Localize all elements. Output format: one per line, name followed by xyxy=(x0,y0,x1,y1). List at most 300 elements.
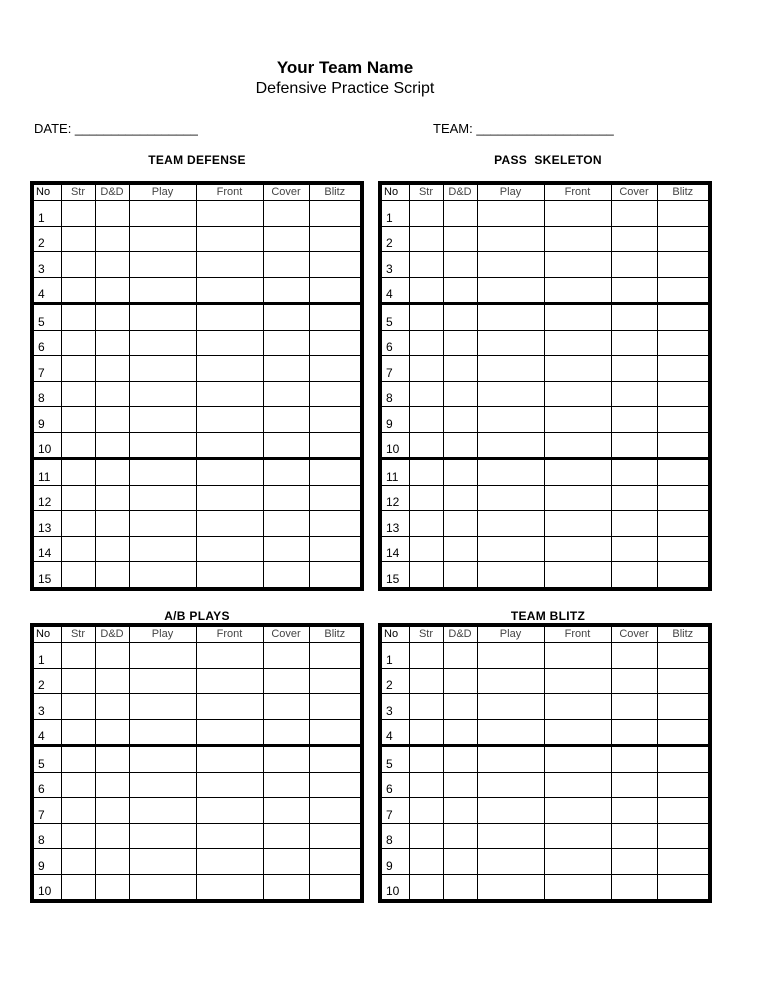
cell-play[interactable] xyxy=(129,381,196,407)
cell-dd[interactable] xyxy=(443,643,477,669)
cell-front[interactable] xyxy=(196,874,263,901)
cell-dd[interactable] xyxy=(95,511,129,537)
cell-dd[interactable] xyxy=(443,432,477,459)
cell-cover[interactable] xyxy=(263,252,309,278)
cell-cover[interactable] xyxy=(263,304,309,331)
cell-play[interactable] xyxy=(477,694,544,720)
cell-cover[interactable] xyxy=(263,562,309,589)
cell-dd[interactable] xyxy=(95,694,129,720)
cell-dd[interactable] xyxy=(443,694,477,720)
cell-cover[interactable] xyxy=(263,668,309,694)
cell-cover[interactable] xyxy=(611,562,657,589)
cell-str[interactable] xyxy=(61,772,95,798)
cell-str[interactable] xyxy=(409,511,443,537)
cell-cover[interactable] xyxy=(263,798,309,824)
cell-blitz[interactable] xyxy=(309,277,362,304)
cell-dd[interactable] xyxy=(443,874,477,901)
cell-front[interactable] xyxy=(196,511,263,537)
cell-cover[interactable] xyxy=(263,874,309,901)
cell-dd[interactable] xyxy=(95,668,129,694)
cell-play[interactable] xyxy=(129,798,196,824)
cell-cover[interactable] xyxy=(611,226,657,252)
cell-dd[interactable] xyxy=(443,201,477,227)
cell-cover[interactable] xyxy=(263,381,309,407)
cell-blitz[interactable] xyxy=(309,562,362,589)
cell-front[interactable] xyxy=(196,252,263,278)
cell-dd[interactable] xyxy=(95,485,129,511)
cell-dd[interactable] xyxy=(443,304,477,331)
cell-play[interactable] xyxy=(477,874,544,901)
cell-dd[interactable] xyxy=(95,874,129,901)
cell-play[interactable] xyxy=(129,277,196,304)
cell-dd[interactable] xyxy=(443,536,477,562)
cell-cover[interactable] xyxy=(263,511,309,537)
cell-cover[interactable] xyxy=(263,459,309,486)
cell-cover[interactable] xyxy=(263,536,309,562)
cell-play[interactable] xyxy=(477,304,544,331)
cell-str[interactable] xyxy=(61,823,95,849)
cell-str[interactable] xyxy=(409,485,443,511)
cell-str[interactable] xyxy=(61,668,95,694)
cell-blitz[interactable] xyxy=(657,694,710,720)
cell-cover[interactable] xyxy=(611,432,657,459)
cell-front[interactable] xyxy=(544,823,611,849)
cell-blitz[interactable] xyxy=(657,643,710,669)
cell-blitz[interactable] xyxy=(309,252,362,278)
cell-blitz[interactable] xyxy=(657,772,710,798)
cell-front[interactable] xyxy=(544,849,611,875)
cell-front[interactable] xyxy=(544,381,611,407)
cell-play[interactable] xyxy=(477,746,544,773)
cell-blitz[interactable] xyxy=(309,694,362,720)
cell-str[interactable] xyxy=(409,798,443,824)
cell-cover[interactable] xyxy=(263,772,309,798)
cell-blitz[interactable] xyxy=(309,304,362,331)
cell-cover[interactable] xyxy=(611,798,657,824)
cell-front[interactable] xyxy=(544,511,611,537)
cell-dd[interactable] xyxy=(95,356,129,382)
cell-dd[interactable] xyxy=(95,823,129,849)
cell-blitz[interactable] xyxy=(657,719,710,746)
cell-front[interactable] xyxy=(544,643,611,669)
cell-str[interactable] xyxy=(409,407,443,433)
cell-blitz[interactable] xyxy=(657,668,710,694)
cell-str[interactable] xyxy=(409,226,443,252)
cell-dd[interactable] xyxy=(95,643,129,669)
cell-str[interactable] xyxy=(61,536,95,562)
cell-cover[interactable] xyxy=(611,874,657,901)
cell-play[interactable] xyxy=(129,511,196,537)
cell-dd[interactable] xyxy=(95,562,129,589)
cell-front[interactable] xyxy=(544,668,611,694)
cell-front[interactable] xyxy=(196,772,263,798)
cell-cover[interactable] xyxy=(611,381,657,407)
cell-dd[interactable] xyxy=(443,746,477,773)
cell-play[interactable] xyxy=(129,304,196,331)
cell-front[interactable] xyxy=(544,485,611,511)
cell-str[interactable] xyxy=(61,381,95,407)
cell-play[interactable] xyxy=(129,252,196,278)
cell-front[interactable] xyxy=(196,277,263,304)
cell-blitz[interactable] xyxy=(657,746,710,773)
cell-play[interactable] xyxy=(477,485,544,511)
cell-front[interactable] xyxy=(544,719,611,746)
cell-str[interactable] xyxy=(409,746,443,773)
cell-play[interactable] xyxy=(129,823,196,849)
cell-play[interactable] xyxy=(477,226,544,252)
cell-cover[interactable] xyxy=(611,823,657,849)
cell-blitz[interactable] xyxy=(657,277,710,304)
cell-blitz[interactable] xyxy=(657,356,710,382)
cell-front[interactable] xyxy=(196,407,263,433)
cell-str[interactable] xyxy=(409,252,443,278)
cell-str[interactable] xyxy=(61,277,95,304)
cell-dd[interactable] xyxy=(95,536,129,562)
cell-front[interactable] xyxy=(196,643,263,669)
cell-play[interactable] xyxy=(477,823,544,849)
cell-str[interactable] xyxy=(409,874,443,901)
cell-dd[interactable] xyxy=(443,798,477,824)
cell-play[interactable] xyxy=(477,562,544,589)
cell-str[interactable] xyxy=(409,823,443,849)
cell-dd[interactable] xyxy=(443,252,477,278)
cell-cover[interactable] xyxy=(611,459,657,486)
cell-play[interactable] xyxy=(129,746,196,773)
cell-front[interactable] xyxy=(196,719,263,746)
cell-str[interactable] xyxy=(409,432,443,459)
cell-cover[interactable] xyxy=(263,485,309,511)
cell-front[interactable] xyxy=(196,746,263,773)
cell-blitz[interactable] xyxy=(309,643,362,669)
cell-front[interactable] xyxy=(544,277,611,304)
cell-cover[interactable] xyxy=(263,694,309,720)
cell-str[interactable] xyxy=(61,485,95,511)
cell-front[interactable] xyxy=(196,536,263,562)
cell-front[interactable] xyxy=(544,356,611,382)
cell-play[interactable] xyxy=(477,356,544,382)
cell-str[interactable] xyxy=(409,381,443,407)
cell-play[interactable] xyxy=(129,849,196,875)
cell-blitz[interactable] xyxy=(309,432,362,459)
cell-play[interactable] xyxy=(477,719,544,746)
cell-front[interactable] xyxy=(196,330,263,356)
cell-str[interactable] xyxy=(61,798,95,824)
cell-play[interactable] xyxy=(129,485,196,511)
cell-str[interactable] xyxy=(61,694,95,720)
cell-str[interactable] xyxy=(61,874,95,901)
cell-cover[interactable] xyxy=(263,823,309,849)
cell-cover[interactable] xyxy=(611,356,657,382)
cell-str[interactable] xyxy=(61,511,95,537)
cell-blitz[interactable] xyxy=(309,407,362,433)
cell-str[interactable] xyxy=(409,356,443,382)
cell-blitz[interactable] xyxy=(657,511,710,537)
cell-dd[interactable] xyxy=(95,381,129,407)
cell-play[interactable] xyxy=(477,277,544,304)
cell-dd[interactable] xyxy=(95,432,129,459)
cell-play[interactable] xyxy=(477,643,544,669)
cell-cover[interactable] xyxy=(611,668,657,694)
cell-play[interactable] xyxy=(477,798,544,824)
cell-blitz[interactable] xyxy=(309,330,362,356)
cell-blitz[interactable] xyxy=(657,823,710,849)
cell-front[interactable] xyxy=(196,694,263,720)
cell-blitz[interactable] xyxy=(309,459,362,486)
cell-str[interactable] xyxy=(409,719,443,746)
cell-dd[interactable] xyxy=(443,562,477,589)
cell-play[interactable] xyxy=(129,694,196,720)
cell-cover[interactable] xyxy=(611,849,657,875)
cell-str[interactable] xyxy=(409,201,443,227)
cell-dd[interactable] xyxy=(95,719,129,746)
cell-front[interactable] xyxy=(544,772,611,798)
cell-play[interactable] xyxy=(129,407,196,433)
cell-play[interactable] xyxy=(129,459,196,486)
cell-blitz[interactable] xyxy=(309,201,362,227)
cell-str[interactable] xyxy=(409,536,443,562)
cell-blitz[interactable] xyxy=(657,798,710,824)
cell-cover[interactable] xyxy=(611,719,657,746)
cell-blitz[interactable] xyxy=(309,226,362,252)
cell-front[interactable] xyxy=(196,849,263,875)
cell-str[interactable] xyxy=(409,562,443,589)
cell-play[interactable] xyxy=(129,356,196,382)
cell-blitz[interactable] xyxy=(309,485,362,511)
cell-cover[interactable] xyxy=(263,849,309,875)
cell-play[interactable] xyxy=(129,201,196,227)
cell-play[interactable] xyxy=(477,536,544,562)
cell-dd[interactable] xyxy=(95,226,129,252)
cell-str[interactable] xyxy=(61,746,95,773)
cell-cover[interactable] xyxy=(263,719,309,746)
cell-str[interactable] xyxy=(409,304,443,331)
cell-blitz[interactable] xyxy=(657,562,710,589)
cell-cover[interactable] xyxy=(611,511,657,537)
cell-front[interactable] xyxy=(544,407,611,433)
cell-str[interactable] xyxy=(409,694,443,720)
cell-dd[interactable] xyxy=(443,668,477,694)
cell-play[interactable] xyxy=(129,562,196,589)
cell-dd[interactable] xyxy=(443,823,477,849)
cell-blitz[interactable] xyxy=(309,536,362,562)
cell-cover[interactable] xyxy=(263,356,309,382)
cell-play[interactable] xyxy=(129,719,196,746)
cell-str[interactable] xyxy=(409,849,443,875)
cell-blitz[interactable] xyxy=(309,356,362,382)
cell-play[interactable] xyxy=(477,381,544,407)
cell-play[interactable] xyxy=(129,874,196,901)
cell-cover[interactable] xyxy=(611,536,657,562)
cell-play[interactable] xyxy=(129,536,196,562)
cell-str[interactable] xyxy=(61,643,95,669)
cell-play[interactable] xyxy=(129,330,196,356)
cell-blitz[interactable] xyxy=(309,823,362,849)
cell-cover[interactable] xyxy=(263,277,309,304)
cell-play[interactable] xyxy=(477,330,544,356)
cell-cover[interactable] xyxy=(611,277,657,304)
cell-cover[interactable] xyxy=(611,643,657,669)
cell-dd[interactable] xyxy=(95,407,129,433)
cell-str[interactable] xyxy=(61,719,95,746)
cell-str[interactable] xyxy=(61,252,95,278)
cell-blitz[interactable] xyxy=(657,252,710,278)
cell-play[interactable] xyxy=(477,432,544,459)
cell-str[interactable] xyxy=(409,668,443,694)
cell-blitz[interactable] xyxy=(309,668,362,694)
cell-str[interactable] xyxy=(61,304,95,331)
cell-front[interactable] xyxy=(196,381,263,407)
cell-dd[interactable] xyxy=(443,459,477,486)
cell-dd[interactable] xyxy=(443,330,477,356)
cell-front[interactable] xyxy=(544,252,611,278)
cell-play[interactable] xyxy=(477,201,544,227)
cell-str[interactable] xyxy=(61,849,95,875)
cell-blitz[interactable] xyxy=(309,719,362,746)
cell-blitz[interactable] xyxy=(657,485,710,511)
cell-front[interactable] xyxy=(196,201,263,227)
cell-str[interactable] xyxy=(409,330,443,356)
cell-cover[interactable] xyxy=(611,252,657,278)
cell-blitz[interactable] xyxy=(657,201,710,227)
cell-str[interactable] xyxy=(409,643,443,669)
cell-blitz[interactable] xyxy=(657,407,710,433)
cell-front[interactable] xyxy=(196,432,263,459)
cell-play[interactable] xyxy=(477,407,544,433)
cell-play[interactable] xyxy=(477,511,544,537)
cell-dd[interactable] xyxy=(443,277,477,304)
cell-cover[interactable] xyxy=(611,772,657,798)
cell-dd[interactable] xyxy=(95,746,129,773)
cell-blitz[interactable] xyxy=(309,511,362,537)
cell-front[interactable] xyxy=(544,432,611,459)
cell-dd[interactable] xyxy=(95,849,129,875)
cell-str[interactable] xyxy=(409,459,443,486)
cell-front[interactable] xyxy=(196,356,263,382)
cell-blitz[interactable] xyxy=(309,849,362,875)
cell-dd[interactable] xyxy=(443,226,477,252)
cell-str[interactable] xyxy=(61,562,95,589)
cell-front[interactable] xyxy=(544,226,611,252)
cell-front[interactable] xyxy=(196,823,263,849)
cell-dd[interactable] xyxy=(95,459,129,486)
cell-front[interactable] xyxy=(544,201,611,227)
cell-cover[interactable] xyxy=(611,407,657,433)
cell-str[interactable] xyxy=(61,226,95,252)
cell-dd[interactable] xyxy=(443,719,477,746)
cell-cover[interactable] xyxy=(263,432,309,459)
cell-dd[interactable] xyxy=(443,772,477,798)
cell-play[interactable] xyxy=(129,226,196,252)
cell-play[interactable] xyxy=(129,668,196,694)
cell-cover[interactable] xyxy=(263,643,309,669)
cell-play[interactable] xyxy=(477,849,544,875)
cell-front[interactable] xyxy=(544,798,611,824)
cell-blitz[interactable] xyxy=(657,432,710,459)
cell-cover[interactable] xyxy=(263,201,309,227)
cell-front[interactable] xyxy=(544,562,611,589)
cell-front[interactable] xyxy=(544,330,611,356)
cell-blitz[interactable] xyxy=(657,874,710,901)
cell-blitz[interactable] xyxy=(657,330,710,356)
cell-blitz[interactable] xyxy=(657,226,710,252)
cell-blitz[interactable] xyxy=(309,381,362,407)
cell-play[interactable] xyxy=(129,643,196,669)
cell-str[interactable] xyxy=(61,330,95,356)
cell-dd[interactable] xyxy=(443,485,477,511)
cell-cover[interactable] xyxy=(263,746,309,773)
cell-cover[interactable] xyxy=(263,330,309,356)
cell-front[interactable] xyxy=(196,459,263,486)
cell-front[interactable] xyxy=(196,798,263,824)
cell-blitz[interactable] xyxy=(309,798,362,824)
cell-blitz[interactable] xyxy=(657,536,710,562)
cell-play[interactable] xyxy=(477,459,544,486)
cell-front[interactable] xyxy=(544,874,611,901)
cell-blitz[interactable] xyxy=(657,849,710,875)
cell-front[interactable] xyxy=(544,694,611,720)
cell-cover[interactable] xyxy=(263,407,309,433)
cell-play[interactable] xyxy=(477,772,544,798)
cell-blitz[interactable] xyxy=(309,746,362,773)
cell-dd[interactable] xyxy=(95,798,129,824)
cell-dd[interactable] xyxy=(443,356,477,382)
cell-str[interactable] xyxy=(61,356,95,382)
cell-str[interactable] xyxy=(61,201,95,227)
cell-play[interactable] xyxy=(477,252,544,278)
cell-dd[interactable] xyxy=(443,381,477,407)
cell-cover[interactable] xyxy=(611,201,657,227)
cell-front[interactable] xyxy=(544,746,611,773)
cell-front[interactable] xyxy=(196,226,263,252)
cell-dd[interactable] xyxy=(443,407,477,433)
cell-str[interactable] xyxy=(409,772,443,798)
cell-cover[interactable] xyxy=(611,485,657,511)
cell-blitz[interactable] xyxy=(657,381,710,407)
cell-blitz[interactable] xyxy=(309,874,362,901)
cell-blitz[interactable] xyxy=(657,304,710,331)
cell-dd[interactable] xyxy=(95,304,129,331)
cell-blitz[interactable] xyxy=(657,459,710,486)
cell-play[interactable] xyxy=(129,772,196,798)
cell-dd[interactable] xyxy=(95,772,129,798)
cell-str[interactable] xyxy=(61,459,95,486)
cell-dd[interactable] xyxy=(443,511,477,537)
cell-play[interactable] xyxy=(129,432,196,459)
cell-dd[interactable] xyxy=(95,330,129,356)
cell-front[interactable] xyxy=(196,304,263,331)
cell-front[interactable] xyxy=(196,668,263,694)
cell-str[interactable] xyxy=(409,277,443,304)
cell-cover[interactable] xyxy=(263,226,309,252)
cell-dd[interactable] xyxy=(443,849,477,875)
cell-blitz[interactable] xyxy=(309,772,362,798)
cell-front[interactable] xyxy=(196,485,263,511)
cell-cover[interactable] xyxy=(611,746,657,773)
cell-front[interactable] xyxy=(196,562,263,589)
cell-dd[interactable] xyxy=(95,252,129,278)
cell-cover[interactable] xyxy=(611,304,657,331)
cell-dd[interactable] xyxy=(95,201,129,227)
cell-dd[interactable] xyxy=(95,277,129,304)
cell-front[interactable] xyxy=(544,304,611,331)
cell-front[interactable] xyxy=(544,536,611,562)
cell-str[interactable] xyxy=(61,432,95,459)
cell-cover[interactable] xyxy=(611,694,657,720)
cell-cover[interactable] xyxy=(611,330,657,356)
cell-play[interactable] xyxy=(477,668,544,694)
cell-front[interactable] xyxy=(544,459,611,486)
cell-str[interactable] xyxy=(61,407,95,433)
